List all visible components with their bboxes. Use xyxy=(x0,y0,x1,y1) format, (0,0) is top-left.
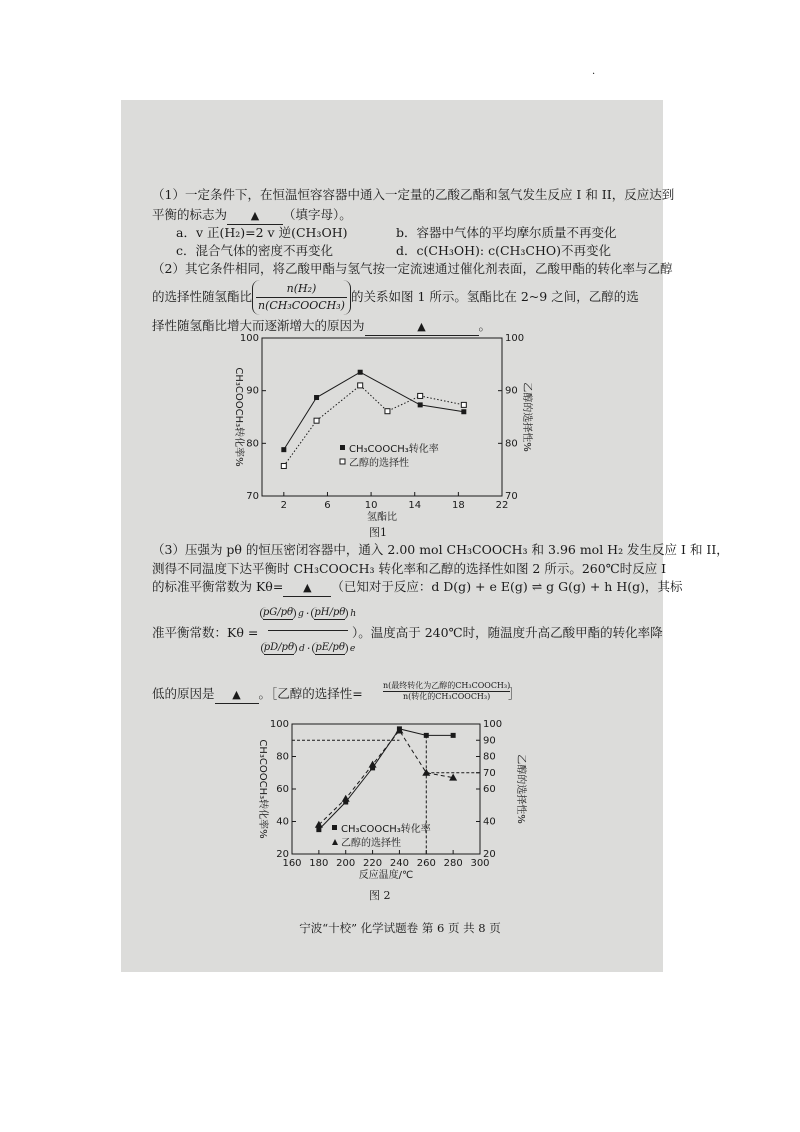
q3-line2: 测得不同温度下达平衡时 CH₃COOCH₃ 转化率和乙醇的选择性如图 2 所示。260℃时反应 I xyxy=(152,561,667,576)
series-line xyxy=(284,372,464,449)
y-tick-label: 60 xyxy=(276,784,289,795)
legend-label: CH₃COOCH₃转化率 xyxy=(349,444,439,455)
data-point-open-square xyxy=(418,393,423,398)
x-tick-label: 200 xyxy=(336,858,356,869)
y-axis-label: CH₃COOCH₃转化率% xyxy=(257,739,268,839)
y-tick-label: 20 xyxy=(276,849,289,860)
pg-term: pG/pθ xyxy=(260,607,296,620)
q1-answer-blank[interactable]: ▲ xyxy=(227,207,283,225)
q1-option-b: b．容器中气体的平均摩尔质量不再变化 xyxy=(396,225,617,240)
y-tick-label: 40 xyxy=(276,816,289,828)
figure1-caption: 图1 xyxy=(369,526,387,539)
y2-tick-label: 80 xyxy=(505,438,518,450)
q1-line1: （1）一定条件下，在恒温恒容容器中通入一定量的乙酸乙酯和氢气发生反应 I 和 II，反应达到 xyxy=(152,187,675,202)
header-dot: . xyxy=(592,66,596,77)
x-axis-label: 氢酯比 xyxy=(367,512,397,523)
figure1-chart xyxy=(222,330,534,540)
data-point-square xyxy=(358,370,363,375)
y2-tick-label: 60 xyxy=(483,784,496,795)
y2-tick-label: 70 xyxy=(505,491,518,502)
q3-k-answer-blank[interactable]: ▲ xyxy=(283,579,331,597)
q1-option-d: d．c(CH₃OH): c(CH₃CHO)不再变化 xyxy=(396,243,612,258)
data-point-square xyxy=(418,402,423,407)
x-tick-label: 260 xyxy=(416,858,436,869)
plot-frame xyxy=(262,338,502,496)
q3-line5-end: ］ xyxy=(508,686,521,701)
ph-term: pH/pθ xyxy=(311,607,348,620)
legend-label: 乙醇的选择性 xyxy=(341,838,401,849)
data-point-square xyxy=(316,827,321,832)
figure2-chart xyxy=(250,718,530,888)
x-tick-label: 220 xyxy=(363,858,383,869)
y2-tick-label: 100 xyxy=(505,333,525,344)
q3-line1: （3）压强为 pθ 的恒压密闭容器中，通入 2.00 mol CH₃COOCH₃ 和 3.96 mol H₂ 发生反应 I 和 II， xyxy=(152,542,729,557)
y2-tick-label: 100 xyxy=(483,719,503,730)
q3-reason-blank[interactable]: ▲ xyxy=(215,686,259,704)
q1-line2: 平衡的标志为 ▲ （填字母）。 xyxy=(152,207,352,225)
q2-line3: 择性随氢酯比增大而逐渐增大的原因为 ▲ 。 xyxy=(152,318,491,336)
pd-term: pD/pθ xyxy=(261,642,297,655)
q3-line5: 低的原因是 ▲ 。［乙醇的选择性= xyxy=(152,686,363,704)
pe-term: pE/pθ xyxy=(312,642,348,655)
data-point-open-square xyxy=(385,409,390,414)
x-tick-label: 10 xyxy=(364,500,378,511)
legend-marker xyxy=(340,445,345,450)
data-point-open-square xyxy=(358,383,363,388)
data-point-triangle xyxy=(315,821,323,828)
legend-marker xyxy=(332,839,338,845)
data-point-square xyxy=(314,395,319,400)
data-point-square xyxy=(451,733,456,738)
x-tick-label: 6 xyxy=(324,500,331,511)
legend-label: CH₃COOCH₃转化率 xyxy=(341,824,431,835)
data-point-square xyxy=(281,447,286,452)
y2-tick-label: 40 xyxy=(483,816,496,828)
x-tick-label: 18 xyxy=(451,500,465,511)
selectivity-formula: n(最终转化为乙醇的CH₃COOCH₃) n(转化的CH₃COOCH₃) xyxy=(383,681,511,701)
y2-axis-label: 乙醇的选择性% xyxy=(521,382,532,452)
x-tick-label: 22 xyxy=(495,500,509,511)
x-tick-label: 300 xyxy=(470,858,490,869)
q3-line4-post: ）。温度高于 240℃时，随温度升高乙酸甲酯的转化率降 xyxy=(352,625,663,640)
legend-marker xyxy=(332,825,337,830)
q2-answer-blank[interactable]: ▲ xyxy=(365,318,479,336)
y-tick-label: 100 xyxy=(239,333,259,344)
q1-option-c: c．混合气体的密度不再变化 xyxy=(176,243,334,258)
x-tick-label: 280 xyxy=(443,858,463,869)
series-line xyxy=(319,731,453,825)
x-axis-label: 反应温度/℃ xyxy=(358,870,414,881)
legend-label: 乙醇的选择性 xyxy=(349,458,409,469)
y-tick-label: 80 xyxy=(276,751,289,763)
h2-ester-ratio-fraction: $\frac{\text{n(H₂)}}{\text{n(CH₃COOCH₃)}}$ xyxy=(252,280,351,315)
y-tick-label: 70 xyxy=(246,491,259,502)
data-point-square xyxy=(461,409,466,414)
y-tick-label: 80 xyxy=(246,438,259,450)
x-tick-label: 240 xyxy=(389,858,409,869)
x-tick-label: 2 xyxy=(280,500,288,511)
standard-k-formula: pG/pθ g · pH/pθ h pD/pθ d · pE/pθ e xyxy=(268,596,348,665)
x-tick-label: 14 xyxy=(408,500,422,511)
y-tick-label: 100 xyxy=(269,719,289,730)
legend-marker xyxy=(340,459,345,464)
y-axis-label: CH₃COOCH₃转化率% xyxy=(233,367,244,467)
y2-axis-label: 乙醇的选择性% xyxy=(515,754,526,824)
y2-tick-label: 20 xyxy=(483,849,496,860)
x-tick-label: 160 xyxy=(282,858,302,869)
data-point-open-square xyxy=(314,418,319,423)
q3-line4-pre: 准平衡常数：Kθ = xyxy=(152,625,259,640)
data-point-open-square xyxy=(461,402,466,407)
q1-option-a: a．v 正(H₂)=2 v 逆(CH₃OH) xyxy=(176,225,348,240)
data-point-open-square xyxy=(281,463,286,468)
q2-line1: （2）其它条件相同，将乙酸甲酯与氢气按一定流速通过催化剂表面，乙酸甲酯的转化率与乙醇 xyxy=(152,261,673,276)
page-footer: 宁波“十校” 化学试题卷 第 6 页 共 8 页 xyxy=(299,921,501,935)
series-line xyxy=(319,729,453,830)
figure2-caption: 图 2 xyxy=(369,889,391,902)
y2-tick-label: 70 xyxy=(483,767,496,779)
q2-line2: 的选择性随氢酯比 $\frac{\text{n(H₂)}}{\text{n(CH₃COOCH₃)}}$ 的关系如图 1 所示。氢酯比在 2~9 之间，乙醇的选 xyxy=(152,280,639,315)
y2-tick-label: 90 xyxy=(505,385,518,397)
y2-tick-label: 90 xyxy=(483,735,496,747)
x-tick-label: 180 xyxy=(309,858,329,869)
y-tick-label: 90 xyxy=(246,385,259,397)
y2-tick-label: 80 xyxy=(483,751,496,763)
q3-line3: 的标准平衡常数为 Kθ= ▲ （已知对于反应：d D(g) + e E(g) ⇌ g G(g) + h H(g)，其标 xyxy=(152,579,682,597)
